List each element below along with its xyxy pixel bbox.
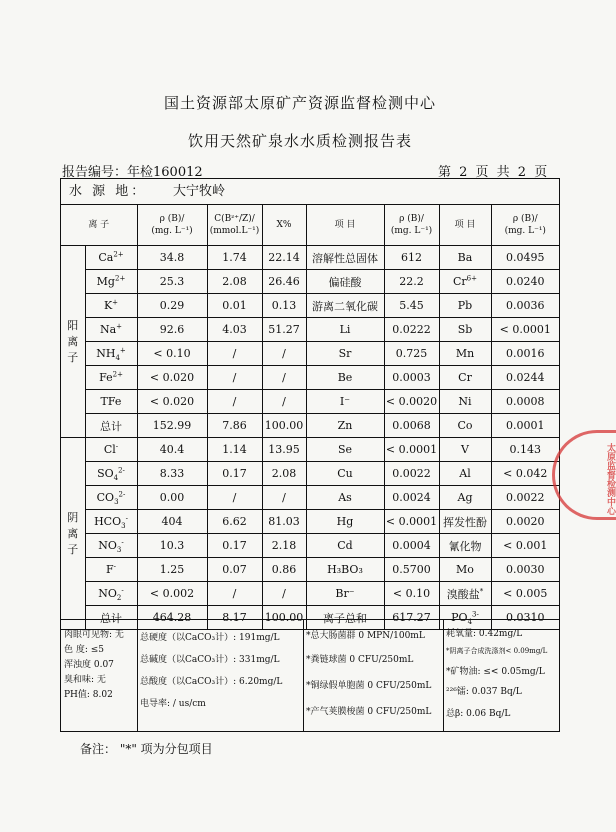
official-seal: 太原监督检测中心 bbox=[552, 430, 616, 520]
ion-rho: 1.25 bbox=[137, 558, 207, 582]
cation-row bbox=[61, 246, 559, 270]
cation-row bbox=[61, 318, 559, 342]
ion-name: $NO_3^-$ bbox=[85, 534, 137, 558]
cation-row bbox=[61, 294, 559, 318]
ion-c: 2.08 bbox=[207, 270, 262, 294]
item2-name: Co bbox=[439, 414, 491, 438]
ion-rho: 464.28 bbox=[137, 606, 207, 630]
total-beta: 总β: 0.06 Bq/L bbox=[446, 709, 511, 719]
oxygen-consumption: 耗氧量: 0.42mg/L bbox=[446, 629, 523, 639]
item2-value: 0.143 bbox=[491, 438, 559, 462]
ion-x: / bbox=[262, 342, 306, 366]
ion-x: / bbox=[262, 390, 306, 414]
item-value: < 0.0020 bbox=[384, 390, 439, 414]
ion-name: TFe bbox=[85, 390, 137, 414]
item2-name: 溴酸盐* bbox=[439, 582, 491, 606]
header-ion: 离 子 bbox=[61, 204, 137, 246]
item2-value: 0.0016 bbox=[491, 342, 559, 366]
footnote: 备注： "*" 项为分包项目 bbox=[80, 742, 213, 756]
item2-value: 0.0008 bbox=[491, 390, 559, 414]
item2-name: Ag bbox=[439, 486, 491, 510]
item2-name: V bbox=[439, 438, 491, 462]
page-indicator: 第 2 页 共 2 页 bbox=[438, 165, 548, 180]
ion-name: $CO_3^{2-}$ bbox=[85, 486, 137, 510]
item-name: Cu bbox=[306, 462, 384, 486]
ion-name: F- bbox=[85, 558, 137, 582]
item2-name: Mo bbox=[439, 558, 491, 582]
ion-c: / bbox=[207, 342, 262, 366]
color: 色 度: ≤5 bbox=[64, 645, 105, 655]
ion-x: 26.46 bbox=[262, 270, 306, 294]
item-name: Hg bbox=[306, 510, 384, 534]
item-value: < 0.0001 bbox=[384, 438, 439, 462]
cation-row bbox=[61, 366, 559, 390]
ion-x: 81.03 bbox=[262, 510, 306, 534]
item-name: 离子总和 bbox=[306, 606, 384, 630]
ion-c: 0.17 bbox=[207, 462, 262, 486]
hardness-block bbox=[137, 620, 304, 732]
item-value: 0.0222 bbox=[384, 318, 439, 342]
ion-c: / bbox=[207, 366, 262, 390]
ion-c: 0.01 bbox=[207, 294, 262, 318]
item-value: 0.0004 bbox=[384, 534, 439, 558]
item2-name: $Cr^{6+}$ bbox=[439, 270, 491, 294]
item2-value: 0.0022 bbox=[491, 486, 559, 510]
item-value: 5.45 bbox=[384, 294, 439, 318]
ion-rho: 10.3 bbox=[137, 534, 207, 558]
anion-row bbox=[61, 582, 559, 606]
ion-x: 2.08 bbox=[262, 462, 306, 486]
odor-taste: 臭和味: 无 bbox=[64, 675, 106, 685]
ion-x: / bbox=[262, 582, 306, 606]
cation-row bbox=[61, 414, 559, 438]
item-value: 0.725 bbox=[384, 342, 439, 366]
ion-c: / bbox=[207, 486, 262, 510]
item2-name: 氰化物 bbox=[439, 534, 491, 558]
item2-value: 0.0036 bbox=[491, 294, 559, 318]
ion-c: 0.07 bbox=[207, 558, 262, 582]
mineral-oil: *矿物油: ≤< 0.05mg/L bbox=[446, 667, 545, 677]
pseudomonas: *铜绿假单胞菌 0 CFU/250mL bbox=[306, 681, 432, 691]
water-quality-table bbox=[61, 204, 559, 630]
item2-value: < 0.0001 bbox=[491, 318, 559, 342]
header-item: 项 目 bbox=[306, 204, 384, 246]
item2-value: 0.0020 bbox=[491, 510, 559, 534]
ion-c: 1.74 bbox=[207, 246, 262, 270]
conductivity: 电导率: / us/cm bbox=[140, 699, 206, 709]
header-rho: ρ (B)/ (mg. L⁻¹) bbox=[137, 204, 207, 246]
total-hardness: 总硬度（以CaCO₃计）: 191mg/L bbox=[140, 633, 280, 643]
ion-rho: 0.29 bbox=[137, 294, 207, 318]
ion-name: $Ca^{2+}$ bbox=[85, 246, 137, 270]
fecal-streptococcus: *粪链球菌 0 CFU/250mL bbox=[306, 655, 414, 665]
ion-name: $HCO_3^-$ bbox=[85, 510, 137, 534]
visible-matter: 肉眼可见物: 无 bbox=[64, 630, 124, 640]
item2-value: 0.0030 bbox=[491, 558, 559, 582]
water-source-label: 水 源 地： bbox=[69, 184, 148, 199]
cation-group-label: 阳 离 子 bbox=[61, 246, 85, 438]
header-c: C(Bᶻ⁺/Z)/ (mmol.L⁻¹) bbox=[207, 204, 262, 246]
ion-name: $Fe^{2+}$ bbox=[85, 366, 137, 390]
ion-name: Na+ bbox=[85, 318, 137, 342]
ion-c: / bbox=[207, 390, 262, 414]
item2-name: Sb bbox=[439, 318, 491, 342]
item-value: 612 bbox=[384, 246, 439, 270]
ion-name: Cl- bbox=[85, 438, 137, 462]
ion-rho: < 0.002 bbox=[137, 582, 207, 606]
ion-c: / bbox=[207, 582, 262, 606]
total-coliform: *总大肠菌群 0 MPN/100mL bbox=[306, 631, 425, 641]
header-x: X% bbox=[262, 204, 306, 246]
ion-c: 8.17 bbox=[207, 606, 262, 630]
header-rho2: ρ (B)/ (mg. L⁻¹) bbox=[384, 204, 439, 246]
ion-name: 总计 bbox=[85, 414, 137, 438]
ion-rho: 92.6 bbox=[137, 318, 207, 342]
ion-rho: 404 bbox=[137, 510, 207, 534]
cation-row bbox=[61, 390, 559, 414]
item-value: 0.5700 bbox=[384, 558, 439, 582]
summary-section bbox=[61, 619, 559, 732]
header-rho3: ρ (B)/ (mg. L⁻¹) bbox=[491, 204, 559, 246]
other-indicators-block bbox=[443, 620, 559, 732]
anion-row bbox=[61, 462, 559, 486]
item2-value: 0.0240 bbox=[491, 270, 559, 294]
ion-x: / bbox=[262, 366, 306, 390]
ion-rho: 0.00 bbox=[137, 486, 207, 510]
item-name: Br⁻ bbox=[306, 582, 384, 606]
ion-c: 1.14 bbox=[207, 438, 262, 462]
microbe-block bbox=[303, 620, 444, 732]
item-name: Be bbox=[306, 366, 384, 390]
ion-name: K+ bbox=[85, 294, 137, 318]
item-value: < 0.10 bbox=[384, 582, 439, 606]
item-name: H₃BO₃ bbox=[306, 558, 384, 582]
anion-row bbox=[61, 486, 559, 510]
anion-row bbox=[61, 534, 559, 558]
item-value: 0.0024 bbox=[384, 486, 439, 510]
ion-x: 0.13 bbox=[262, 294, 306, 318]
water-source-row bbox=[61, 179, 559, 205]
ion-x: 0.86 bbox=[262, 558, 306, 582]
item-name: Sr bbox=[306, 342, 384, 366]
ion-c: 7.86 bbox=[207, 414, 262, 438]
item-name: 偏硅酸 bbox=[306, 270, 384, 294]
ion-rho: 40.4 bbox=[137, 438, 207, 462]
item2-name: $PO_4^{3-}$ bbox=[439, 606, 491, 630]
clostridium: *产气荚膜梭菌 0 CFU/250mL bbox=[306, 707, 432, 717]
ion-rho: 152.99 bbox=[137, 414, 207, 438]
ion-name: $NO_2^-$ bbox=[85, 582, 137, 606]
ion-rho: 25.3 bbox=[137, 270, 207, 294]
item2-name: Cr bbox=[439, 366, 491, 390]
item2-value: < 0.042 bbox=[491, 462, 559, 486]
cation-row bbox=[61, 270, 559, 294]
ion-x: 100.00 bbox=[262, 414, 306, 438]
anion-row bbox=[61, 510, 559, 534]
ion-rho: < 0.10 bbox=[137, 342, 207, 366]
ion-rho: < 0.020 bbox=[137, 366, 207, 390]
ion-rho: < 0.020 bbox=[137, 390, 207, 414]
header-item2: 项 目 bbox=[439, 204, 491, 246]
item-name: As bbox=[306, 486, 384, 510]
item-name: 游离二氧化碳 bbox=[306, 294, 384, 318]
ion-rho: 34.8 bbox=[137, 246, 207, 270]
anionic-detergent: *阴离子合成洗涤剂< 0.09mg/L bbox=[446, 647, 548, 655]
ion-c: 4.03 bbox=[207, 318, 262, 342]
total-alkalinity: 总碱度（以CaCO₃计）: 331mg/L bbox=[140, 655, 280, 665]
item2-name: 挥发性酚 bbox=[439, 510, 491, 534]
item-name: Cd bbox=[306, 534, 384, 558]
ion-x: 13.95 bbox=[262, 438, 306, 462]
anion-row bbox=[61, 558, 559, 582]
ion-x: / bbox=[262, 486, 306, 510]
ion-name: 总计 bbox=[85, 606, 137, 630]
item2-name: Mn bbox=[439, 342, 491, 366]
ion-x: 2.18 bbox=[262, 534, 306, 558]
ion-name: $NH_4^+$ bbox=[85, 342, 137, 366]
item-name: Se bbox=[306, 438, 384, 462]
ion-name: $SO_4^{2-}$ bbox=[85, 462, 137, 486]
item-name: 溶解性总固体 bbox=[306, 246, 384, 270]
item-name: I⁻ bbox=[306, 390, 384, 414]
item2-value: < 0.005 bbox=[491, 582, 559, 606]
radium-226: ²²⁶镭: 0.037 Bq/L bbox=[446, 687, 522, 697]
item2-name: Ni bbox=[439, 390, 491, 414]
report-table bbox=[60, 178, 560, 732]
item2-name: Pb bbox=[439, 294, 491, 318]
item-value: 22.2 bbox=[384, 270, 439, 294]
turbidity: 浑浊度 0.07 bbox=[64, 660, 114, 670]
item-value: 0.0003 bbox=[384, 366, 439, 390]
item2-name: Al bbox=[439, 462, 491, 486]
item-value: 617.27 bbox=[384, 606, 439, 630]
ph-value: PH值: 8.02 bbox=[64, 690, 113, 700]
report-number: 报告编号：年检160012 bbox=[62, 165, 203, 180]
item2-value: 0.0310 bbox=[491, 606, 559, 630]
ion-c: 6.62 bbox=[207, 510, 262, 534]
item-name: Zn bbox=[306, 414, 384, 438]
item2-name: Ba bbox=[439, 246, 491, 270]
cation-row bbox=[61, 342, 559, 366]
sensory-block bbox=[61, 620, 138, 732]
item-name: Li bbox=[306, 318, 384, 342]
item-value: < 0.0001 bbox=[384, 510, 439, 534]
ion-x: 51.27 bbox=[262, 318, 306, 342]
anion-row bbox=[61, 438, 559, 462]
ion-rho: 8.33 bbox=[137, 462, 207, 486]
item2-value: < 0.001 bbox=[491, 534, 559, 558]
ion-c: 0.17 bbox=[207, 534, 262, 558]
total-acidity: 总酸度（以CaCO₃计）: 6.20mg/L bbox=[140, 677, 283, 687]
item-value: 0.0022 bbox=[384, 462, 439, 486]
ion-name: $Mg^{2+}$ bbox=[85, 270, 137, 294]
item2-value: 0.0495 bbox=[491, 246, 559, 270]
item2-value: 0.0244 bbox=[491, 366, 559, 390]
ion-x: 100.00 bbox=[262, 606, 306, 630]
table-header-row bbox=[61, 204, 559, 246]
report-title: 饮用天然矿泉水水质检测报告表 bbox=[187, 132, 412, 150]
institution-title: 国土资源部太原矿产资源监督检测中心 bbox=[163, 94, 436, 112]
ion-x: 22.14 bbox=[262, 246, 306, 270]
water-source-value: 大宁牧岭 bbox=[173, 184, 226, 199]
item2-value: 0.0001 bbox=[491, 414, 559, 438]
item-value: 0.0068 bbox=[384, 414, 439, 438]
anion-group-label: 阴 离 子 bbox=[61, 438, 85, 630]
